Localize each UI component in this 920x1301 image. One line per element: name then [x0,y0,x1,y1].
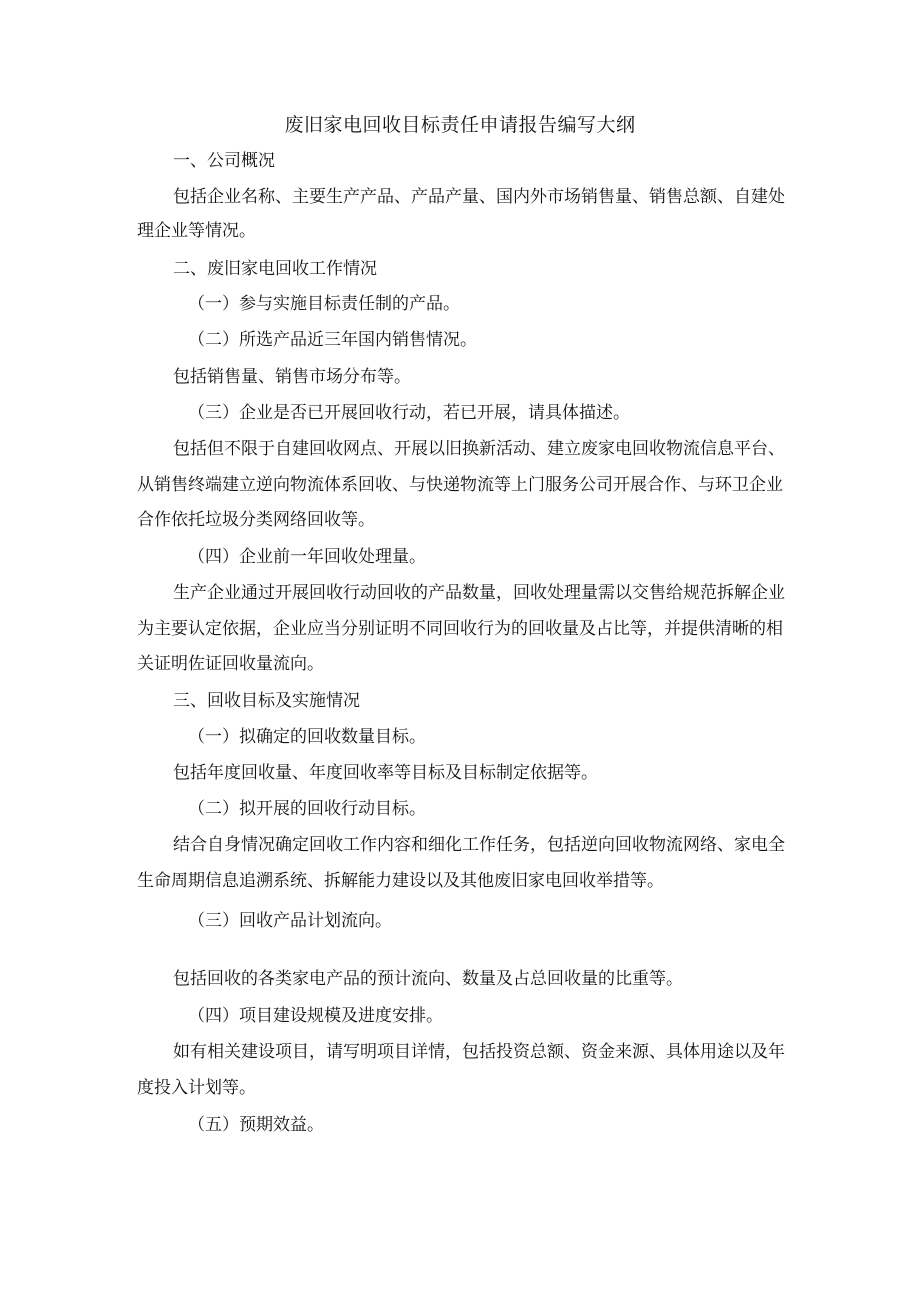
section-heading-2: 二、废旧家电回收工作情况 [173,259,377,279]
subsection-heading: （三）回收产品计划流向。 [188,911,392,931]
subsection-heading: （一）拟确定的回收数量目标。 [188,727,426,747]
paragraph-line: 包括但不限于自建回收网点、开展以旧换新活动、建立废家电回收物流信息平台、 [173,439,785,459]
paragraph-line: 为主要认定依据，企业应当分别证明不同回收行为的回收量及占比等，并提供清晰的相 [137,619,783,639]
subsection-heading: （三）企业是否已开展回收行动，若已开展，请具体描述。 [188,403,630,423]
document-title: 废旧家电回收目标责任申请报告编写大纲 [284,114,636,136]
subsection-heading: （一）参与实施目标责任制的产品。 [188,294,460,314]
subsection-heading: （二）所选产品近三年国内销售情况。 [188,330,477,350]
subsection-heading: （五）预期效益。 [188,1115,324,1135]
paragraph-line: 从销售终端建立逆向物流体系回收、与快递物流等上门服务公司开展合作、与环卫企业 [137,475,783,495]
paragraph-line: 生产企业通过开展回收行动回收的产品数量，回收处理量需以交售给规范拆解企业 [173,583,785,603]
paragraph-line: 如有相关建设项目，请写明项目详情，包括投资总额、资金来源、具体用途以及年 [173,1042,785,1062]
subsection-heading: （四）企业前一年回收处理量。 [188,547,426,567]
paragraph-line: 生命周期信息追溯系统、拆解能力建设以及其他废旧家电回收举措等。 [137,871,664,891]
paragraph-line: 包括回收的各类家电产品的预计流向、数量及占总回收量的比重等。 [173,969,683,989]
paragraph-line: 理企业等情况。 [137,221,256,241]
section-heading-1: 一、公司概况 [173,151,275,171]
paragraph-line: 度投入计划等。 [137,1078,256,1098]
section-heading-3: 三、回收目标及实施情况 [173,691,360,711]
subsection-heading: （四）项目建设规模及进度安排。 [188,1006,443,1026]
paragraph-line: 结合自身情况确定回收工作内容和细化工作任务，包括逆向回收物流网络、家电全 [173,835,785,855]
paragraph-line: 包括销售量、销售市场分布等。 [173,367,411,387]
paragraph-line: 关证明佐证回收量流向。 [137,654,324,674]
paragraph-line: 合作依托垃圾分类网络回收等。 [137,510,375,530]
paragraph-line: 包括年度回收量、年度回收率等目标及目标制定依据等。 [173,763,598,783]
subsection-heading: （二）拟开展的回收行动目标。 [188,799,426,819]
paragraph-line: 包括企业名称、主要生产产品、产品产量、国内外市场销售量、销售总额、自建处 [173,187,785,207]
